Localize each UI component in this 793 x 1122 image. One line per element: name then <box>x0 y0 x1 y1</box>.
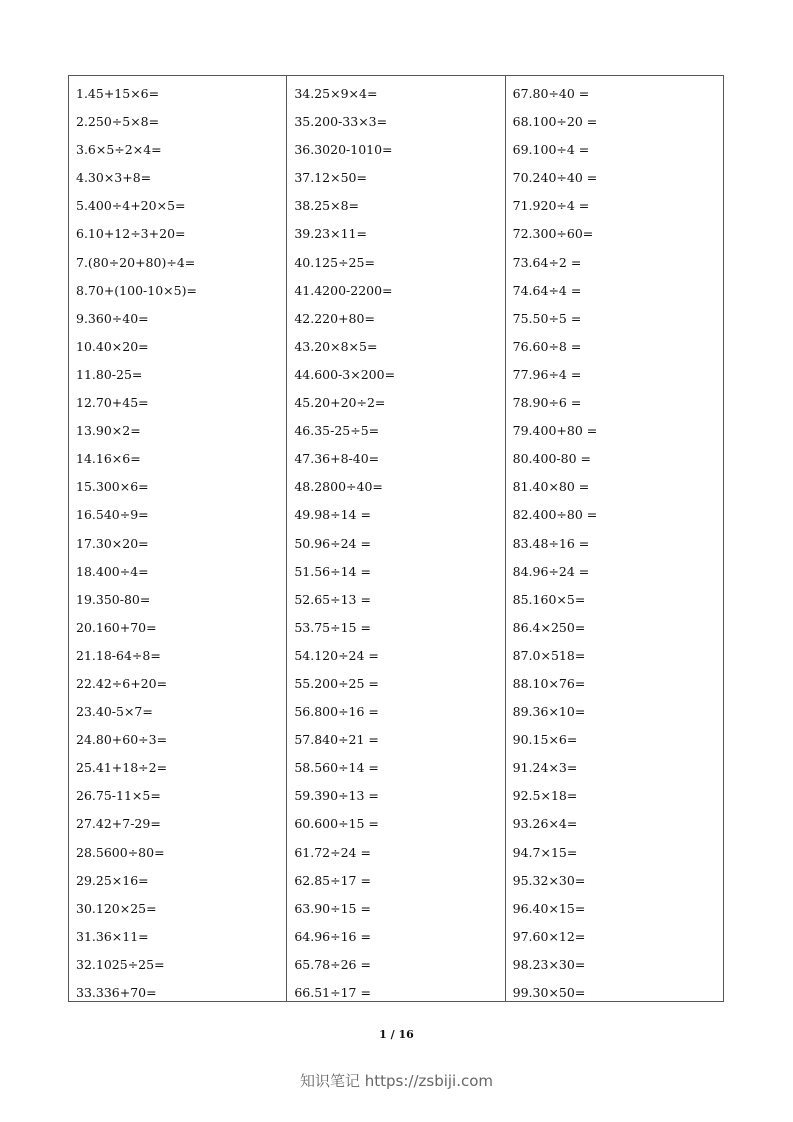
problem-item: 82.400÷80 = <box>512 507 598 523</box>
problem-item: 38.25×8= <box>294 198 360 214</box>
problem-item: 88.10×76= <box>512 675 586 691</box>
page-number: 1 / 16 <box>379 1028 414 1041</box>
problem-item: 60.600÷15 = <box>294 816 379 832</box>
problem-item: 15.300×6= <box>76 479 149 495</box>
problem-item: 61.72÷24 = <box>294 844 371 860</box>
problem-item: 5.400÷4+20×5= <box>76 198 186 214</box>
problem-item: 53.75÷15 = <box>294 619 371 635</box>
problem-item: 79.400+80 = <box>512 423 598 439</box>
problem-item: 86.4×250= <box>512 619 586 635</box>
problem-item: 48.2800÷40= <box>294 479 383 495</box>
problem-item: 16.540÷9= <box>76 507 149 523</box>
problem-item: 51.56÷14 = <box>294 563 371 579</box>
problem-item: 29.25×16= <box>76 872 149 888</box>
problem-item: 72.300÷60= <box>512 226 594 242</box>
problem-item: 46.35-25÷5= <box>294 423 380 439</box>
problem-item: 58.560÷14 = <box>294 760 379 776</box>
problem-item: 64.96÷16 = <box>294 928 371 944</box>
problem-item: 21.18-64÷8= <box>76 647 161 663</box>
problem-item: 67.80÷40 = <box>512 86 590 101</box>
problem-item: 40.125÷25= <box>294 254 375 270</box>
problem-item: 93.26×4= <box>512 816 578 832</box>
worksheet-table <box>68 75 724 1002</box>
problem-item: 91.24×3= <box>512 760 578 776</box>
problem-item: 31.36×11= <box>76 928 149 944</box>
problem-item: 52.65÷13 = <box>294 591 371 607</box>
problem-item: 26.75-11×5= <box>76 788 161 804</box>
problem-item: 17.30×20= <box>76 535 149 551</box>
problem-item: 76.60÷8 = <box>512 338 582 354</box>
problem-item: 49.98÷14 = <box>294 507 371 523</box>
problem-item: 22.42÷6+20= <box>76 675 168 691</box>
problem-item: 44.600-3×200= <box>294 366 396 382</box>
problem-item: 2.250÷5×8= <box>76 114 160 130</box>
problem-item: 42.220+80= <box>294 310 375 326</box>
problem-item: 75.50÷5 = <box>512 310 582 326</box>
problem-item: 85.160×5= <box>512 591 586 607</box>
problem-item: 69.100÷4 = <box>512 142 590 158</box>
problem-item: 95.32×30= <box>512 872 586 888</box>
problem-item: 45.20+20÷2= <box>294 395 386 411</box>
problem-item: 30.120×25= <box>76 900 157 916</box>
problem-item: 97.60×12= <box>512 928 586 944</box>
problem-item: 19.350-80= <box>76 591 151 607</box>
problem-item: 70.240÷40 = <box>512 170 598 186</box>
column-1 <box>69 76 286 1001</box>
problem-item: 41.4200-2200= <box>294 282 393 298</box>
problem-item: 39.23×11= <box>294 226 367 242</box>
problem-item: 63.90÷15 = <box>294 900 371 916</box>
problem-item: 12.70+45= <box>76 395 149 411</box>
problem-item: 68.100÷20 = <box>512 114 598 130</box>
problem-item: 99.30×50= <box>512 985 586 1000</box>
problem-item: 65.78÷26 = <box>294 956 371 972</box>
problem-item: 47.36+8-40= <box>294 451 380 467</box>
problem-item: 54.120÷24 = <box>294 647 379 663</box>
problem-item: 7.(80÷20+80)÷4= <box>76 254 196 270</box>
problem-item: 8.70+(100-10×5)= <box>76 282 197 298</box>
problem-item: 94.7×15= <box>512 844 578 860</box>
problem-item: 66.51÷17 = <box>294 985 371 1000</box>
problem-item: 73.64÷2 = <box>512 254 582 270</box>
problem-item: 71.920÷4 = <box>512 198 590 214</box>
problem-item: 50.96÷24 = <box>294 535 371 551</box>
problem-item: 25.41+18÷2= <box>76 760 168 776</box>
problem-item: 43.20×8×5= <box>294 338 378 354</box>
problem-item: 90.15×6= <box>512 732 578 748</box>
problem-item: 18.400÷4= <box>76 563 149 579</box>
problem-item: 4.30×3+8= <box>76 170 152 186</box>
problem-item: 6.10+12÷3+20= <box>76 226 186 242</box>
problem-item: 92.5×18= <box>512 788 578 804</box>
problem-item: 56.800÷16 = <box>294 704 379 720</box>
problem-item: 59.390÷13 = <box>294 788 379 804</box>
column-2 <box>286 76 504 1001</box>
problem-item: 77.96÷4 = <box>512 366 582 382</box>
problem-item: 98.23×30= <box>512 956 586 972</box>
problem-item: 81.40×80 = <box>512 479 590 495</box>
problem-item: 9.360÷40= <box>76 310 149 326</box>
problem-item: 23.40-5×7= <box>76 704 153 720</box>
problem-item: 62.85÷17 = <box>294 872 371 888</box>
problem-item: 80.400-80 = <box>512 451 591 467</box>
problem-item: 13.90×2= <box>76 423 141 439</box>
problem-item: 10.40×20= <box>76 338 149 354</box>
problem-item: 34.25×9×4= <box>294 86 378 101</box>
problem-item: 55.200÷25 = <box>294 675 379 691</box>
problem-item: 28.5600÷80= <box>76 844 165 860</box>
problem-item: 83.48÷16 = <box>512 535 590 551</box>
problem-item: 1.45+15×6= <box>76 86 160 101</box>
problem-item: 78.90÷6 = <box>512 395 582 411</box>
problem-item: 36.3020-1010= <box>294 142 393 158</box>
problem-item: 37.12×50= <box>294 170 367 186</box>
problem-item: 32.1025÷25= <box>76 956 165 972</box>
problem-item: 27.42+7-29= <box>76 816 161 832</box>
problem-item: 20.160+70= <box>76 619 157 635</box>
site-watermark: 知识笔记 https://zsbiji.com <box>299 1072 494 1090</box>
problem-item: 14.16×6= <box>76 451 141 467</box>
problem-item: 24.80+60÷3= <box>76 732 168 748</box>
problem-item: 96.40×15= <box>512 900 586 916</box>
problem-item: 3.6×5÷2×4= <box>76 142 162 158</box>
problem-item: 57.840÷21 = <box>294 732 379 748</box>
problem-item: 84.96÷24 = <box>512 563 590 579</box>
column-3 <box>505 76 723 1001</box>
problem-item: 87.0×518= <box>512 647 586 663</box>
problem-item: 35.200-33×3= <box>294 114 388 130</box>
problem-item: 74.64÷4 = <box>512 282 582 298</box>
problem-item: 11.80-25= <box>76 366 143 382</box>
problem-item: 89.36×10= <box>512 704 586 720</box>
problem-item: 33.336+70= <box>76 985 157 1000</box>
